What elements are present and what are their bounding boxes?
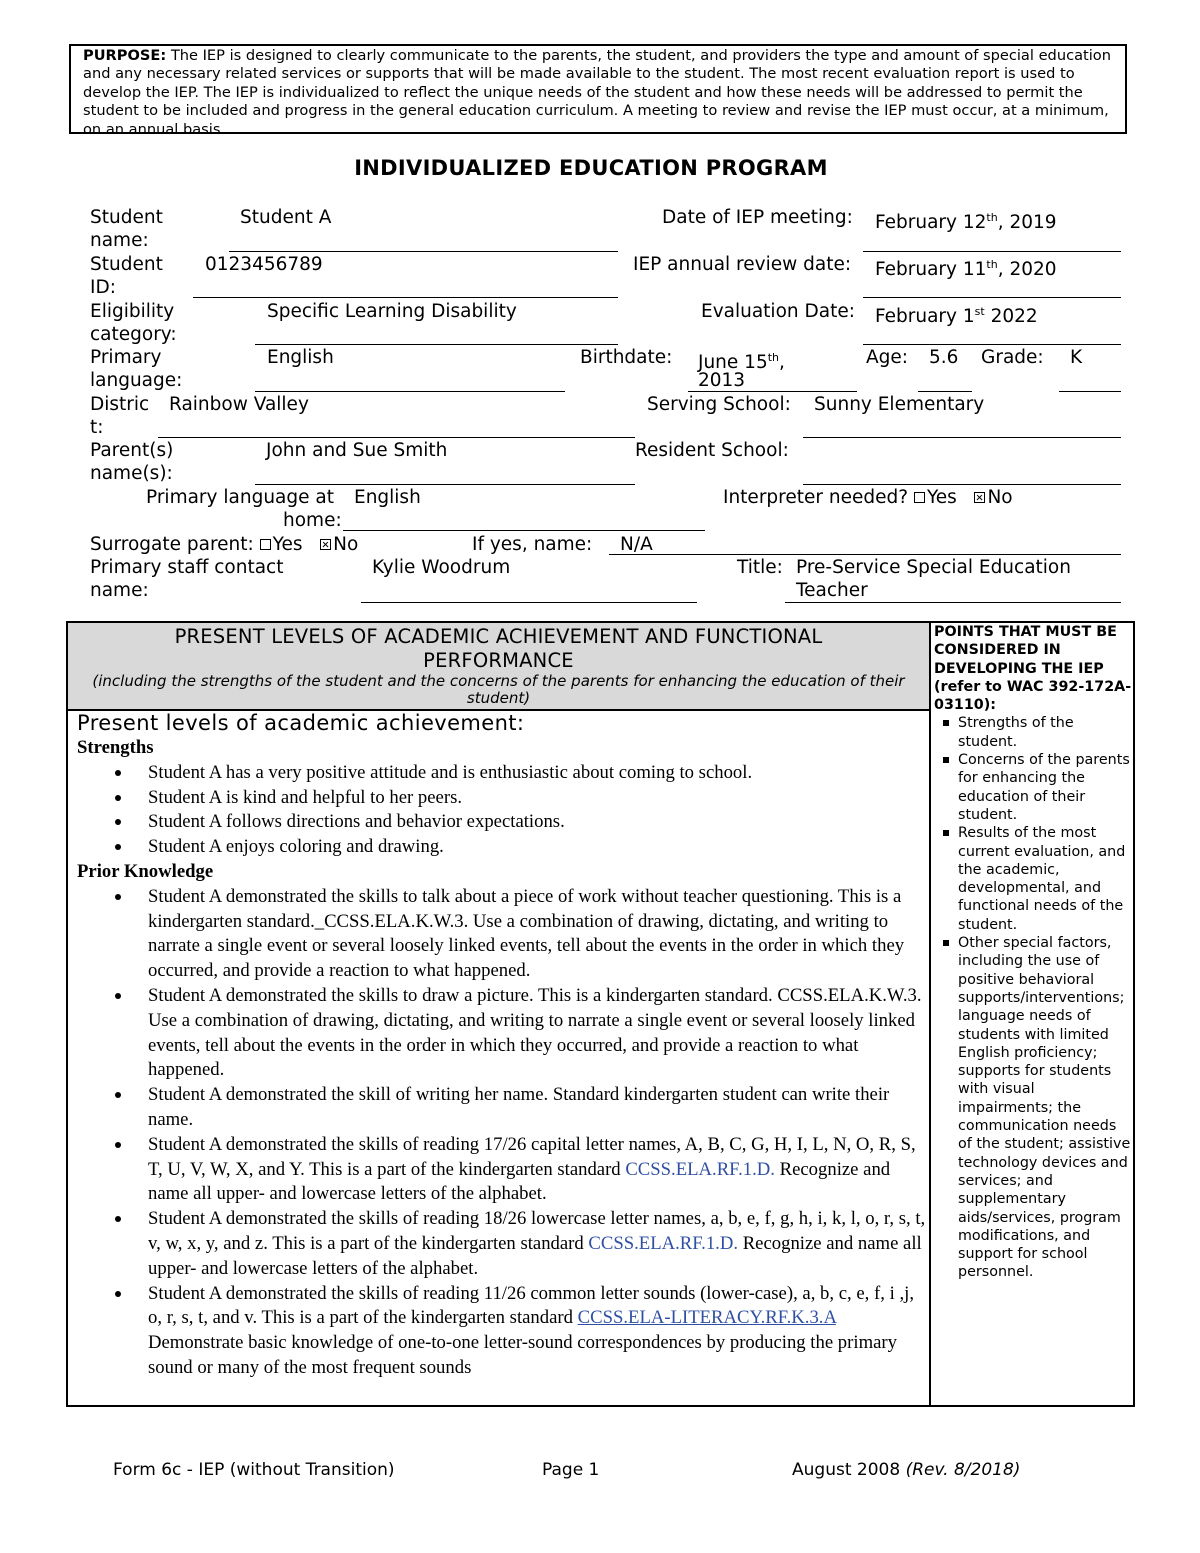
serving-school-label: Serving School: bbox=[647, 394, 791, 415]
table-header-title bbox=[68, 625, 929, 673]
prior-item: Student A demonstrated the skills of reading 11/26 common letter sounds (lower-case), a, b, c, e, f, i ,j, o, r, s, t, and v. This is a part of the kindergarten standard CCSS.ELA-LITERACY.RF.K.3.A Demonstrate basic knowledge of one-to-one letter-sound correspondences by producing the primary sound or many of the most frequent sounds bbox=[77, 1282, 927, 1381]
district-label-2: t: bbox=[90, 417, 104, 438]
surrogate-underline bbox=[609, 554, 1121, 555]
eval-date-label: Evaluation Date: bbox=[701, 301, 855, 322]
student-id-value[interactable]: 0123456789 bbox=[205, 254, 323, 275]
review-date-value[interactable]: February 11th, 2020 bbox=[875, 258, 1057, 281]
points-heading: POINTS THAT MUST BE CONSIDERED IN DEVELOPING THE IEP (refer to WAC 392-172A-03110): bbox=[934, 624, 1132, 714]
parents-underline bbox=[255, 484, 635, 485]
iep-date-underline bbox=[863, 251, 1121, 252]
strength-item: Student A enjoys coloring and drawing. bbox=[77, 835, 927, 860]
prior-knowledge-list bbox=[77, 885, 927, 1381]
eval-date-underline bbox=[863, 344, 1121, 345]
interpreter-yes-checkbox[interactable] bbox=[914, 492, 925, 503]
surrogate-no-label: No bbox=[333, 534, 359, 555]
student-id-label-1: Student bbox=[90, 254, 163, 275]
points-list bbox=[934, 714, 1134, 1281]
iep-date-label: Date of IEP meeting: bbox=[662, 207, 853, 228]
document-title: INDIVIDUALIZED EDUCATION PROGRAM bbox=[354, 156, 828, 180]
points-item: Other special factors, including the use of positive behavioral supports/interventions; language needs of students with limited English proficiency; supports for students with visual impairments; the communication needs of the student; assistive technology devices and services; and supplementary aids/services, program modifications, and support for school personnel. bbox=[934, 934, 1134, 1282]
district-label-1: Distric bbox=[90, 394, 150, 415]
birthdate-value-year[interactable]: 2013 bbox=[698, 370, 746, 391]
interpreter-no-label: No bbox=[987, 487, 1013, 508]
surrogate-ifyes-value[interactable]: N/A bbox=[620, 534, 653, 555]
section-title: Present levels of academic achievement: bbox=[77, 711, 525, 735]
prior-knowledge-heading: Prior Knowledge bbox=[77, 860, 214, 882]
footer-page-number: Page 1 bbox=[542, 1460, 600, 1480]
prior-item: Student A demonstrated the skills to draw a picture. This is a kindergarten standard. CCSS.ELA.K.W.3. Use a combination of drawing, dictating, and writing to narrate a single event or several loosely linked events, tell about the events in the order in which they occurred, and provide a reaction to what happened. bbox=[77, 984, 927, 1083]
serving-school-value[interactable]: Sunny Elementary bbox=[814, 394, 985, 415]
staff-label-1: Primary staff contact bbox=[90, 557, 284, 578]
present-levels-body bbox=[77, 736, 927, 1381]
prior-item: Student A demonstrated the skills of reading 18/26 lowercase letter names, a, b, e, f, g, h, i, k, l, o, r, s, t, v, w, x, y, and z. This is a part of the kindergarten standard CCSS.ELA.RF.1.D. Recognize and name all upper- and lowercase letters of the alphabet. bbox=[77, 1207, 927, 1281]
home-language-label-2: home: bbox=[283, 510, 342, 531]
surrogate-yes-checkbox[interactable] bbox=[260, 539, 271, 550]
surrogate-ifyes-label: If yes, name: bbox=[472, 534, 593, 555]
grade-label: Grade: bbox=[981, 347, 1044, 368]
surrogate-yes-label: Yes bbox=[272, 534, 303, 555]
purpose-box bbox=[69, 44, 1127, 138]
district-value[interactable]: Rainbow Valley bbox=[169, 394, 309, 415]
footer-date: August 2008 (Rev. 8/2018) bbox=[792, 1460, 1021, 1480]
home-language-underline bbox=[343, 530, 705, 531]
title-field-underline bbox=[785, 602, 1121, 603]
grade-underline bbox=[1059, 391, 1121, 392]
interpreter-yes-label: Yes bbox=[926, 487, 957, 508]
primary-language-underline bbox=[255, 391, 565, 392]
strength-item: Student A is kind and helpful to her peers. bbox=[77, 786, 927, 811]
title-field-value-1[interactable]: Pre-Service Special Education bbox=[796, 557, 1071, 578]
birthdate-value[interactable]: June 15th, bbox=[698, 351, 785, 374]
standard-reference: CCSS.ELA.RF.1.D. bbox=[588, 1232, 739, 1254]
purpose-label: PURPOSE: bbox=[83, 47, 167, 64]
points-considered-panel bbox=[934, 623, 1134, 1282]
grade-value[interactable]: K bbox=[1070, 347, 1083, 368]
staff-label-2: name: bbox=[90, 580, 149, 601]
strengths-list bbox=[77, 761, 927, 860]
age-label: Age: bbox=[866, 347, 909, 368]
review-date-underline bbox=[863, 297, 1121, 298]
eligibility-value[interactable]: Specific Learning Disability bbox=[267, 301, 517, 322]
points-item: Concerns of the parents for enhancing the education of their student. bbox=[934, 751, 1134, 824]
purpose-text: The IEP is designed to clearly communicate to the parents, the student, and providers the type and amount of special education and any necessary related services or supports that will be made available to the student. The most recent evaluation report is used to develop the IEP. The IEP is individualized to reflect the unique needs of the student and how these needs will be addressed to permit the student to be included and progress in the general education curriculum. A meeting to review and revise the IEP must occur, at a minimum, on an annual basis. bbox=[83, 47, 1111, 138]
standard-reference: CCSS.ELA.RF.1.D. bbox=[625, 1158, 775, 1180]
parents-label-1: Parent(s) bbox=[90, 440, 174, 461]
strengths-heading: Strengths bbox=[77, 737, 154, 758]
parents-label-2: name(s): bbox=[90, 463, 173, 484]
prior-item: Student A demonstrated the skills of reading 17/26 capital letter names, A, B, C, G, H, I, L, N, O, R, S, T, U, V, W, X, and Y. This is a part of the kindergarten standard CCSS.ELA.RF.1.D. Recognize and name all upper- and lowercase letters of the alphabet. bbox=[77, 1133, 927, 1207]
resident-school-underline bbox=[803, 484, 1121, 485]
surrogate-parent-field bbox=[90, 533, 358, 556]
home-language-label-1: Primary language at bbox=[146, 487, 334, 508]
eval-date-value[interactable]: February 1st 2022 bbox=[875, 305, 1038, 328]
student-name-value[interactable]: Student A bbox=[240, 207, 332, 228]
staff-value[interactable]: Kylie Woodrum bbox=[372, 557, 511, 578]
footer-form-name: Form 6c - IEP (without Transition) bbox=[113, 1460, 395, 1480]
review-date-label: IEP annual review date: bbox=[633, 254, 852, 275]
prior-item: Student A demonstrated the skills to talk about a piece of work without teacher questioning. This is a kindergarten standard._CCSS.ELA.K.W.3. Use a combination of drawing, dictating, and writing to narrate a single event or several loosely linked events, tell about the events in the order in which they occurred, and provide a reaction to what happened. bbox=[77, 885, 927, 984]
interpreter-no-checkbox[interactable] bbox=[974, 492, 985, 503]
resident-school-label: Resident School: bbox=[635, 440, 789, 461]
primary-language-label-2: language: bbox=[90, 370, 183, 391]
staff-underline bbox=[361, 602, 697, 603]
student-id-underline bbox=[193, 297, 618, 298]
interpreter-field bbox=[723, 486, 1013, 509]
student-name-underline bbox=[229, 251, 618, 252]
title-field-value-2[interactable]: Teacher bbox=[796, 580, 868, 601]
primary-language-label-1: Primary bbox=[90, 347, 162, 368]
points-item: Results of the most current evaluation, and the academic, developmental, and functional needs of the student. bbox=[934, 824, 1134, 934]
strength-item: Student A has a very positive attitude and is enthusiastic about coming to school. bbox=[77, 761, 927, 786]
birthdate-label: Birthdate: bbox=[580, 347, 673, 368]
home-language-value[interactable]: English bbox=[354, 487, 421, 508]
standard-link[interactable]: CCSS.ELA-LITERACY.RF.K.3.A bbox=[577, 1307, 836, 1329]
student-name-label-2: name: bbox=[90, 230, 149, 251]
age-underline bbox=[918, 391, 972, 392]
parents-value[interactable]: John and Sue Smith bbox=[266, 440, 448, 461]
primary-language-value[interactable]: English bbox=[267, 347, 334, 368]
eligibility-label-2: category: bbox=[90, 324, 177, 345]
table-column-divider bbox=[929, 621, 931, 1407]
strength-item: Student A follows directions and behavior expectations. bbox=[77, 810, 927, 835]
title-field-label: Title: bbox=[737, 557, 783, 578]
table-header-subtitle: (including the strengths of the student and the concerns of the parents for enhancing the education of their student) bbox=[92, 672, 905, 707]
serving-school-underline bbox=[803, 437, 1121, 438]
surrogate-label: Surrogate parent: bbox=[90, 534, 254, 555]
district-underline bbox=[158, 437, 635, 438]
surrogate-no-checkbox[interactable] bbox=[320, 539, 331, 550]
student-id-label-2: ID: bbox=[90, 277, 116, 298]
iep-date-value[interactable]: February 12th, 2019 bbox=[875, 211, 1057, 234]
birthdate-underline bbox=[688, 391, 857, 392]
age-value[interactable]: 5.6 bbox=[929, 347, 959, 368]
points-item: Strengths of the student. bbox=[934, 714, 1134, 751]
prior-item: Student A demonstrated the skill of writing her name. Standard kindergarten student can write their name. bbox=[77, 1083, 927, 1133]
interpreter-label: Interpreter needed? bbox=[723, 487, 909, 508]
student-name-label-1: Student bbox=[90, 207, 163, 228]
table-header-line-1: PRESENT LEVELS OF ACADEMIC ACHIEVEMENT AND FUNCTIONAL bbox=[174, 625, 823, 648]
eligibility-label-1: Eligibility bbox=[90, 301, 175, 322]
eligibility-underline bbox=[255, 344, 618, 345]
table-header-line-2: PERFORMANCE bbox=[423, 649, 574, 672]
